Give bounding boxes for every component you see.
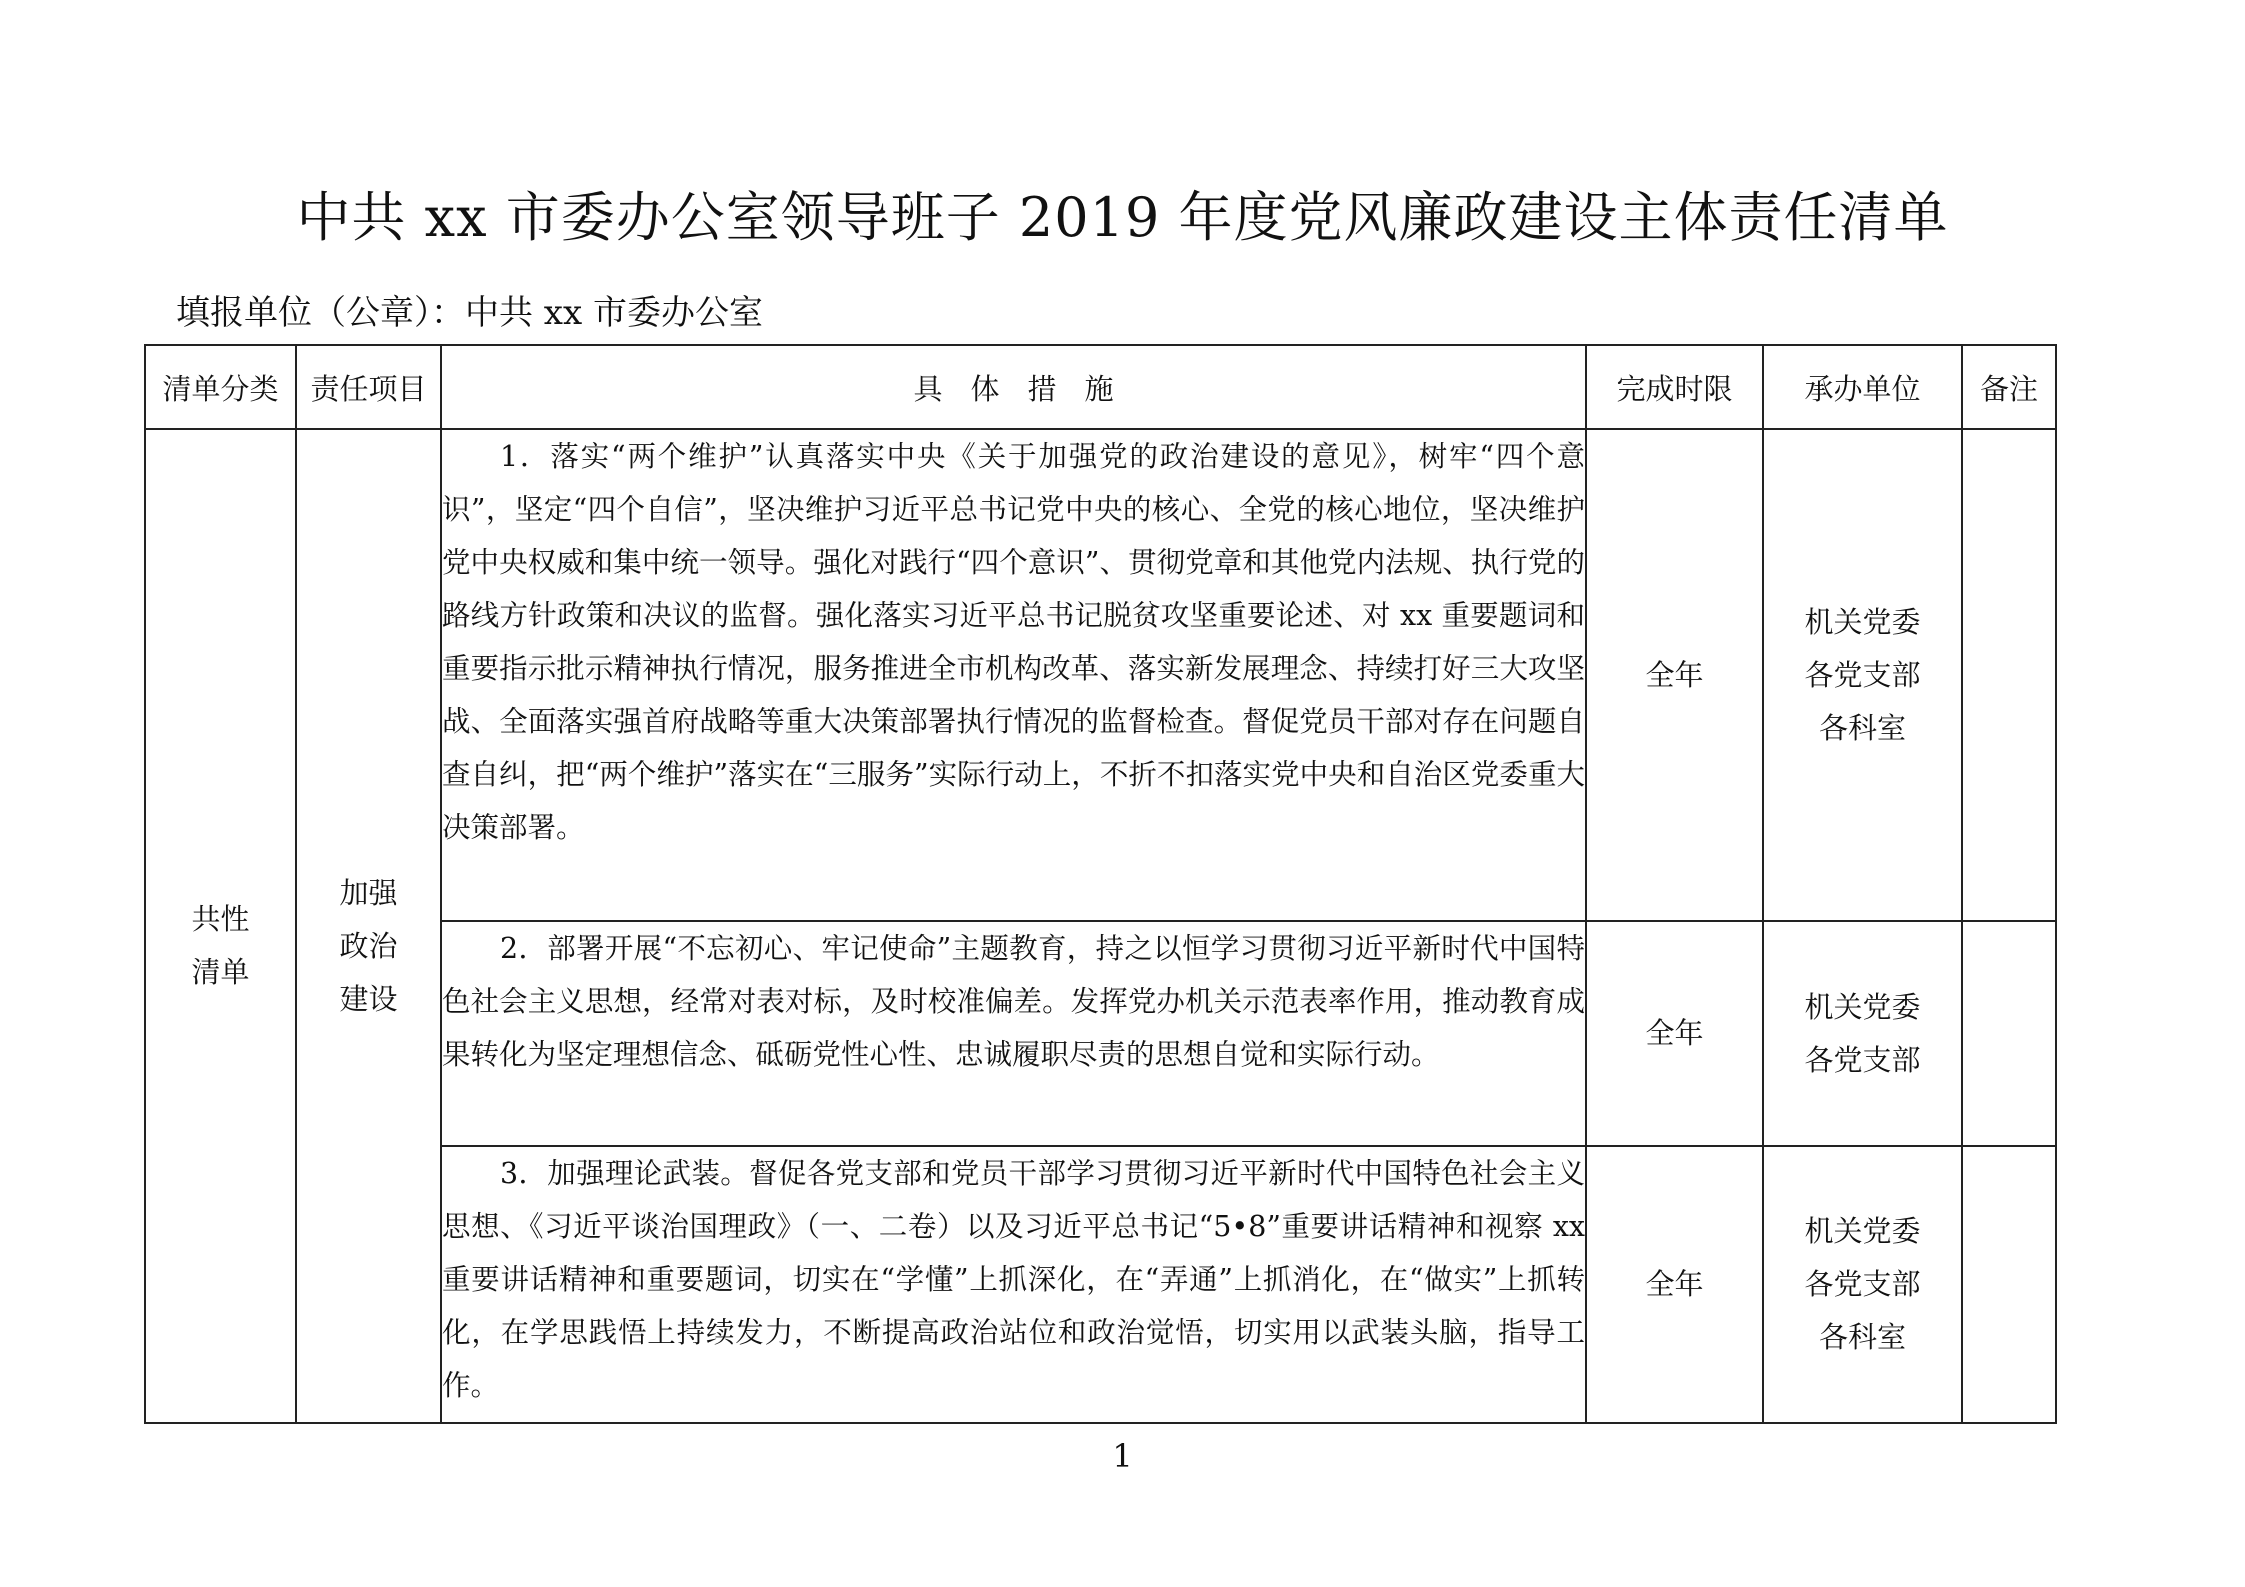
- category-cell: [145, 429, 296, 1423]
- header-measures: 具体措施: [441, 345, 1586, 429]
- unit-cell: [1763, 1146, 1962, 1423]
- item-line: 加强: [339, 875, 398, 910]
- page-number: 1: [1112, 1437, 1133, 1475]
- item-cell: [296, 429, 441, 1423]
- header-category: 清单分类: [145, 345, 296, 429]
- measure-cell: 2．部署开展“不忘初心、牢记使命”主题教育，持之以恒学习贯彻习近平新时代中国特色社会主义思想，经常对表对标，及时校准偏差。发挥党办机关示范表率作用，推动教育成果转化为坚定理想信念、砥砺党性心性、忠诚履职尽责的思想自觉和实际行动。: [441, 921, 1586, 1146]
- unit-line: 各科室: [1818, 1320, 1906, 1354]
- filing-unit-value: 中共 xx 市委办公室: [465, 293, 763, 333]
- responsibility-table: [144, 344, 2057, 1424]
- measure-cell: 1．落实“两个维护”认真落实中央《关于加强党的政治建设的意见》，树牢“四个意识”，坚定“四个自信”，坚决维护习近平总书记党中央的核心、全党的核心地位，坚决维护党中央权威和集中统一领导。强化对践行“四个意识”、贯彻党章和其他党内法规、执行党的路线方针政策和决议的监督。强化落实习近平总书记脱贫攻坚重要论述、对 xx 重要题词和重要指示批示精神执行情况，服务推进全市机构改革、落实新发展理念、持续打好三大攻坚战、全面落实强首府战略等重大决策部署执行情况的监督检查。督促党员干部对存在问题自查自纠，把“两个维护”落实在“三服务”实际行动上，不折不扣落实党中央和自治区党委重大决策部署。: [441, 429, 1586, 921]
- item-line: 政治: [339, 928, 398, 963]
- unit-cell: [1763, 921, 1962, 1146]
- table-row: [145, 429, 2056, 921]
- header-unit: 承办单位: [1763, 345, 1962, 429]
- note-cell: [1962, 429, 2056, 921]
- unit-line: 各科室: [1818, 710, 1906, 745]
- unit-line: 机关党委: [1804, 604, 1921, 639]
- unit-line: 各党支部: [1804, 657, 1921, 692]
- header-note: 备注: [1962, 345, 2056, 429]
- item-line: 建设: [339, 981, 398, 1016]
- category-line: 共性: [191, 902, 250, 936]
- unit-line: 各党支部: [1804, 1267, 1921, 1301]
- deadline-cell: 全年: [1586, 1146, 1763, 1423]
- filing-unit-line: [176, 288, 763, 338]
- deadline-cell: 全年: [1586, 429, 1763, 921]
- header-item: 责任项目: [296, 345, 441, 429]
- note-cell: [1962, 921, 2056, 1146]
- category-line: 清单: [191, 955, 250, 989]
- header-deadline: 完成时限: [1586, 345, 1763, 429]
- measure-cell: 3．加强理论武装。督促各党支部和党员干部学习贯彻习近平新时代中国特色社会主义思想、《习近平谈治国理政》（一、二卷）以及习近平总书记“5•8”重要讲话精神和视察 xx 重要讲话精神和重要题词，切实在“学懂”上抓深化，在“弄通”上抓消化，在“做实”上抓转化，在学思践悟上持续发力，不断提高政治站位和政治觉悟，切实用以武装头脑，指导工作。: [441, 1146, 1586, 1423]
- document-title: 中共 xx 市委办公室领导班子 2019 年度党风廉政建设主体责任清单: [296, 186, 1949, 249]
- unit-cell: [1763, 429, 1962, 921]
- unit-line: 机关党委: [1804, 989, 1921, 1024]
- table-header-row: [145, 345, 2056, 429]
- unit-line: 机关党委: [1804, 1214, 1921, 1248]
- deadline-cell: 全年: [1586, 921, 1763, 1146]
- note-cell: [1962, 1146, 2056, 1423]
- filing-unit-label: 填报单位（公章）：: [176, 293, 465, 333]
- unit-line: 各党支部: [1804, 1042, 1921, 1077]
